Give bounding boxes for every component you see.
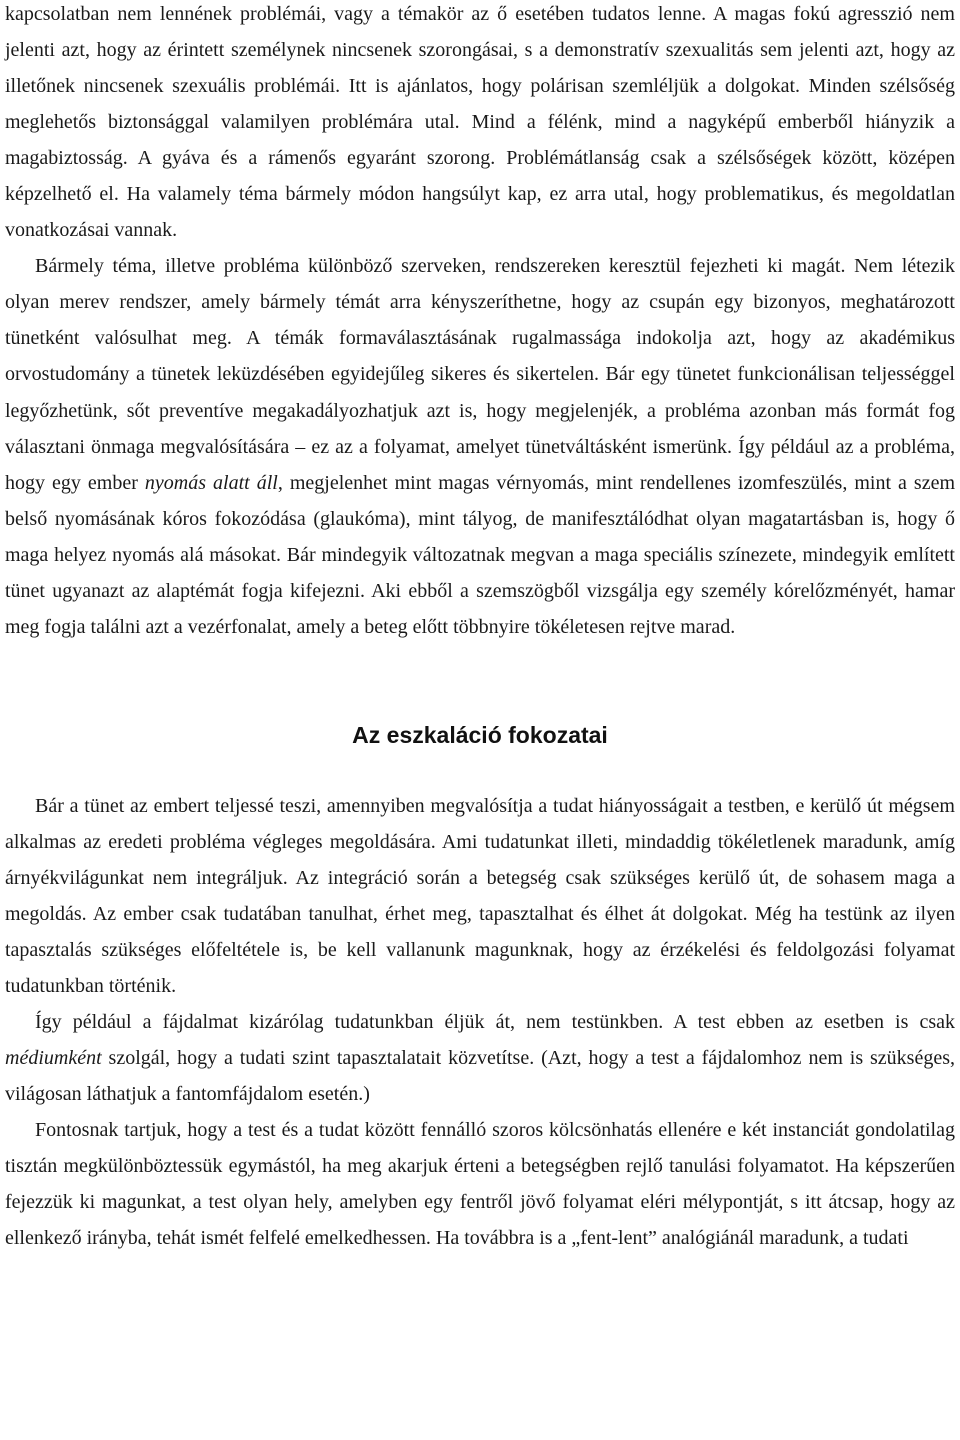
document-page (5, 0, 955, 1256)
paragraph (5, 1004, 955, 1112)
paragraph (5, 0, 955, 248)
paragraph-text: Fontosnak tartjuk, hogy a test és a tudat között fennálló szoros kölcsönhatás ellenére e két instanciát gondolatilag tisztán megkülönböztessük egymástól, ha meg akarjuk érteni a betegségben rejlő tanulási folyamatot. Ha képszerűen fejezzük ki magunkat, a test olyan hely, amelyben egy fentről jövő folyamat eléri mélypontját, s itt átcsap, hogy az ellenkező irányba, tehát ismét felfelé emelkedhessen. Ha továbbra is a „fent-lent” analógiánál maradunk, a tudati (5, 1119, 955, 1250)
emphasized-text: médiumként (5, 1047, 102, 1070)
paragraph (5, 248, 955, 645)
emphasized-text: nyomás alatt áll (144, 471, 278, 494)
paragraph-text: Bár a tünet az embert teljessé teszi, amennyiben megvalósítja a tudat hiányosságait a testben, e kerülő út mégsem alkalmas az eredeti probléma végleges megoldására. Ami tudatunkat illeti, mindaddig tökéletlenek maradunk, amíg árnyékvilágunkat nem integráljuk. Az integráció során a betegség csak szükséges kerülő út, de sohasem maga a megoldás. Az ember csak tudatában tanulhat, érhet meg, tapasztalhat és élhet át dolgokat. Még ha testünk az ilyen tapasztalás szükséges előfeltétele is, be kell vallanunk magunknak, hogy az érzékelési és feldolgozási folyamat tudatunkban történik. (5, 794, 955, 998)
paragraph (5, 1112, 955, 1256)
paragraph (5, 788, 955, 1004)
paragraph-text: , megjelenhet mint magas vérnyomás, mint rendellenes izomfeszülés, mint a szem belső nyomásának kóros fokozódása (glaukóma), mint tályog, de manifesztálódhat olyan magatartásban is, hogy ő maga helyez nyomás alá másokat. Bár mindegyik változatnak megvan a maga speciális színezete, mindegyik említett tünet ugyanazt az alaptémát fogja kifejezni. Aki ebből a szemszögből vizsgálja egy személy kórelőzményét, hamar meg fogja találni azt a vezérfonalat, amely a beteg előtt többnyire tökéletesen rejtve marad. (5, 471, 956, 638)
paragraph-text: szolgál, hogy a tudati szint tapasztalatait közvetítse. (Azt, hogy a test a fájdalomhoz nem is szükséges, világosan láthatjuk a fantomfájdalom esetén.) (5, 1047, 955, 1106)
paragraph-text: Így például a fájdalmat kizárólag tudatunkban éljük át, nem testünkben. A test ebben az esetben is csak (35, 1011, 955, 1034)
section-heading: Az eszkaláció fokozatai (352, 721, 608, 748)
paragraph-text: kapcsolatban nem lennének problémái, vagy a témakör az ő esetében tudatos lenne. A magas fokú agresszió nem jelenti azt, hogy az érintett személynek nincsenek szorongásai, s a demonstratív szexualitás sem jelenti azt, hogy az illetőnek nincsenek szexuális problémái. Itt is ajánlatos, hogy polárisan szemléljük a dolgokat. Minden szélsőség meglehetős biztonsággal valamilyen problémára utal. Mind a félénk, mind a nagyképű emberből hiányzik a magabiztosság. A gyáva és a rámenős egyaránt szorong. Problémátlanság csak a szélsőségek között, középen képzelhető el. Ha valamely téma bármely módon hangsúlyt kap, ez arra utal, hogy problematikus, és megoldatlan vonatkozásai vannak. (5, 3, 955, 242)
paragraph-text: Bármely téma, illetve probléma különböző szerveken, rendszereken keresztül fejezheti ki magát. Nem létezik olyan merev rendszer, amely bármely témát arra kényszeríthetne, hogy az csupán egy bizonyos, meghatározott tünetként valósulhat meg. A témák formaválasztásának rugalmassága indokolja azt, hogy az akadémikus orvostudomány a tünetek leküzdésében egyidejűleg sikeres és sikertelen. Bár egy tünetet funkcionálisan teljességgel legyőzhetünk, sőt preventíve megakadályozhatjuk azt is, hogy megjelenjék, a probléma azonban más formát fog választani önmaga megvalósítására – ez az a folyamat, amelyet tünetváltásként ismerünk. Így például az a probléma, hogy egy ember (5, 255, 955, 494)
